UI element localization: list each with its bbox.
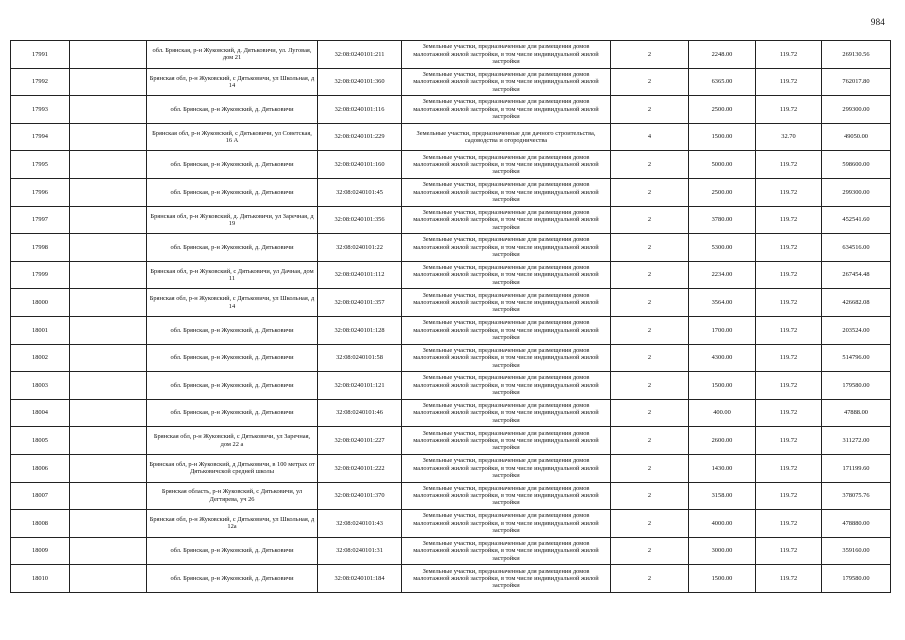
land-use-cell: Земельные участки, предназначенные для размещения домов малоэтажной жилой застройки, в том числе индивидуальной жилой застройки — [402, 178, 611, 206]
record-number: 17993 — [11, 96, 70, 124]
land-use-cell: Земельные участки, предназначенные для размещения домов малоэтажной жилой застройки, в том числе индивидуальной жилой застройки — [402, 372, 611, 400]
land-use-cell: Земельные участки, предназначенные для размещения домов малоэтажной жилой застройки, в том числе индивидуальной жилой застройки — [402, 316, 611, 344]
page-number: 984 — [870, 17, 885, 27]
rate-cell: 119.72 — [756, 427, 822, 455]
rate-cell: 119.72 — [756, 206, 822, 234]
group-cell: 2 — [611, 289, 689, 317]
group-cell: 2 — [611, 316, 689, 344]
table-row — [11, 96, 891, 124]
cadastral-value-cell: 634516.00 — [822, 234, 891, 262]
land-use-cell: Земельные участки, предназначенные для размещения домов малоэтажной жилой застройки, в том числе индивидуальной жилой застройки — [402, 510, 611, 538]
cadastral-value-cell: 203524.00 — [822, 316, 891, 344]
address-cell: Брянская обл, р-н Жуковский, с Дятьковичи, ул Дачная, дом 11 — [147, 261, 318, 289]
address-cell: Брянская обл, р-н Жуковский, с Дятьковичи, ул Школьная, д 14 — [147, 68, 318, 96]
address-cell: обл. Брянская, р-н Жуковский, д. Дятьковичи — [147, 316, 318, 344]
area-cell: 2234.00 — [689, 261, 756, 289]
table-row — [11, 206, 891, 234]
rate-cell: 119.72 — [756, 96, 822, 124]
address-cell: обл. Брянская, р-н Жуковский, д. Дятьковичи — [147, 344, 318, 372]
table-row — [11, 565, 891, 593]
rate-cell: 119.72 — [756, 565, 822, 593]
group-cell: 2 — [611, 41, 689, 69]
blank-cell — [70, 151, 147, 179]
address-cell: обл. Брянская, р-н Жуковский, д. Дятьковичи — [147, 372, 318, 400]
land-use-cell: Земельные участки, предназначенные для размещения домов малоэтажной жилой застройки, в том числе индивидуальной жилой застройки — [402, 289, 611, 317]
record-number: 17996 — [11, 178, 70, 206]
cadastral-number-cell: 32:08:0240101:211 — [318, 41, 402, 69]
blank-cell — [70, 454, 147, 482]
blank-cell — [70, 316, 147, 344]
blank-cell — [70, 482, 147, 510]
cadastral-number-cell: 32:08:0240101:357 — [318, 289, 402, 317]
group-cell: 2 — [611, 68, 689, 96]
rate-cell: 32.70 — [756, 123, 822, 151]
land-use-cell: Земельные участки, предназначенные для размещения домов малоэтажной жилой застройки, в том числе индивидуальной жилой застройки — [402, 482, 611, 510]
land-use-cell: Земельные участки, предназначенные для дачного строительства, садоводства и огородничества — [402, 123, 611, 151]
group-cell: 2 — [611, 454, 689, 482]
table-row — [11, 261, 891, 289]
cadastral-number-cell: 32:08:0240101:128 — [318, 316, 402, 344]
record-number: 18000 — [11, 289, 70, 317]
cadastral-number-cell: 32:08:0240101:46 — [318, 399, 402, 427]
record-number: 18007 — [11, 482, 70, 510]
table-row — [11, 68, 891, 96]
land-use-cell: Земельные участки, предназначенные для размещения домов малоэтажной жилой застройки, в том числе индивидуальной жилой застройки — [402, 41, 611, 69]
group-cell: 2 — [611, 372, 689, 400]
group-cell: 2 — [611, 427, 689, 455]
address-cell: обл. Брянская, р-н Жуковский, д. Дятьковичи — [147, 96, 318, 124]
cadastral-value-cell: 171199.60 — [822, 454, 891, 482]
area-cell: 2500.00 — [689, 96, 756, 124]
address-cell: Брянская обл, р-н Жуковский, с Дятьковичи, ул Советская, 16 А — [147, 123, 318, 151]
group-cell: 2 — [611, 537, 689, 565]
area-cell: 2248.00 — [689, 41, 756, 69]
cadastral-number-cell: 32:08:0240101:184 — [318, 565, 402, 593]
land-use-cell: Земельные участки, предназначенные для размещения домов малоэтажной жилой застройки, в том числе индивидуальной жилой застройки — [402, 206, 611, 234]
group-cell: 2 — [611, 178, 689, 206]
cadastral-value-cell: 267454.48 — [822, 261, 891, 289]
area-cell: 3158.00 — [689, 482, 756, 510]
land-use-cell: Земельные участки, предназначенные для размещения домов малоэтажной жилой застройки, в том числе индивидуальной жилой застройки — [402, 454, 611, 482]
cadastral-number-cell: 32:08:0240101:112 — [318, 261, 402, 289]
blank-cell — [70, 537, 147, 565]
blank-cell — [70, 68, 147, 96]
cadastral-value-cell: 598600.00 — [822, 151, 891, 179]
rate-cell: 119.72 — [756, 537, 822, 565]
cadastral-value-cell: 426682.08 — [822, 289, 891, 317]
cadastral-value-cell: 299300.00 — [822, 178, 891, 206]
table-row — [11, 537, 891, 565]
blank-cell — [70, 178, 147, 206]
group-cell: 2 — [611, 399, 689, 427]
area-cell: 4300.00 — [689, 344, 756, 372]
area-cell: 2500.00 — [689, 178, 756, 206]
address-cell: Брянская обл, р-н Жуковский, с Дятьковичи, ул Заречная, дом 22 а — [147, 427, 318, 455]
address-cell: обл. Брянская, р-н Жуковский, д. Дятьковичи — [147, 234, 318, 262]
address-cell: Брянская обл, р-н Жуковский, с Дятьковичи, ул Школьная, д 12а — [147, 510, 318, 538]
blank-cell — [70, 206, 147, 234]
group-cell: 2 — [611, 344, 689, 372]
cadastral-number-cell: 32:08:0240101:58 — [318, 344, 402, 372]
cadastral-number-cell: 32:08:0240101:121 — [318, 372, 402, 400]
blank-cell — [70, 344, 147, 372]
blank-cell — [70, 96, 147, 124]
table-row — [11, 178, 891, 206]
cadastral-value-cell: 378075.76 — [822, 482, 891, 510]
table-row — [11, 234, 891, 262]
group-cell: 2 — [611, 261, 689, 289]
blank-cell — [70, 399, 147, 427]
cadastral-value-cell: 269130.56 — [822, 41, 891, 69]
cadastral-value-cell: 359160.00 — [822, 537, 891, 565]
rate-cell: 119.72 — [756, 372, 822, 400]
table-row — [11, 316, 891, 344]
area-cell: 5300.00 — [689, 234, 756, 262]
group-cell: 2 — [611, 206, 689, 234]
rate-cell: 119.72 — [756, 482, 822, 510]
table-row — [11, 344, 891, 372]
rate-cell: 119.72 — [756, 316, 822, 344]
area-cell: 4000.00 — [689, 510, 756, 538]
cadastral-value-cell: 452541.60 — [822, 206, 891, 234]
group-cell: 4 — [611, 123, 689, 151]
rate-cell: 119.72 — [756, 289, 822, 317]
table-row — [11, 372, 891, 400]
area-cell: 3780.00 — [689, 206, 756, 234]
table-row — [11, 399, 891, 427]
cadastral-number-cell: 32:08:0240101:31 — [318, 537, 402, 565]
record-number: 18009 — [11, 537, 70, 565]
area-cell: 1500.00 — [689, 372, 756, 400]
cadastral-value-cell: 179580.00 — [822, 372, 891, 400]
area-cell: 6365.00 — [689, 68, 756, 96]
record-number: 18003 — [11, 372, 70, 400]
land-use-cell: Земельные участки, предназначенные для размещения домов малоэтажной жилой застройки, в том числе индивидуальной жилой застройки — [402, 537, 611, 565]
cadastral-number-cell: 32:08:0240101:370 — [318, 482, 402, 510]
record-number: 17999 — [11, 261, 70, 289]
record-number: 18002 — [11, 344, 70, 372]
cadastral-number-cell: 32:08:0240101:22 — [318, 234, 402, 262]
group-cell: 2 — [611, 565, 689, 593]
record-number: 18008 — [11, 510, 70, 538]
cadastral-number-cell: 32:08:0240101:160 — [318, 151, 402, 179]
table-row — [11, 289, 891, 317]
blank-cell — [70, 234, 147, 262]
address-cell: обл. Брянская, р-н Жуковский, д. Дятьковичи — [147, 537, 318, 565]
group-cell: 2 — [611, 234, 689, 262]
blank-cell — [70, 510, 147, 538]
area-cell: 2600.00 — [689, 427, 756, 455]
record-number: 18005 — [11, 427, 70, 455]
area-cell: 1430.00 — [689, 454, 756, 482]
cadastral-value-cell: 478880.00 — [822, 510, 891, 538]
record-number: 18006 — [11, 454, 70, 482]
group-cell: 2 — [611, 151, 689, 179]
cadastral-value-cell: 762017.80 — [822, 68, 891, 96]
land-use-cell: Земельные участки, предназначенные для размещения домов малоэтажной жилой застройки, в том числе индивидуальной жилой застройки — [402, 68, 611, 96]
address-cell: обл. Брянская, р-н Жуковский, д. Дятьковичи — [147, 399, 318, 427]
cadastral-number-cell: 32:08:0240101:222 — [318, 454, 402, 482]
table-row — [11, 510, 891, 538]
area-cell: 1500.00 — [689, 123, 756, 151]
rate-cell: 119.72 — [756, 510, 822, 538]
cadastral-number-cell: 32:08:0240101:360 — [318, 68, 402, 96]
rate-cell: 119.72 — [756, 151, 822, 179]
cadastral-value-cell: 311272.00 — [822, 427, 891, 455]
blank-cell — [70, 261, 147, 289]
cadastral-value-cell: 514796.00 — [822, 344, 891, 372]
group-cell: 2 — [611, 510, 689, 538]
blank-cell — [70, 123, 147, 151]
area-cell: 1700.00 — [689, 316, 756, 344]
area-cell: 1500.00 — [689, 565, 756, 593]
address-cell: обл. Брянская, р-н Жуковский, д. Дятьковичи — [147, 151, 318, 179]
rate-cell: 119.72 — [756, 68, 822, 96]
blank-cell — [70, 289, 147, 317]
table-row — [11, 427, 891, 455]
land-use-cell: Земельные участки, предназначенные для размещения домов малоэтажной жилой застройки, в том числе индивидуальной жилой застройки — [402, 151, 611, 179]
rate-cell: 119.72 — [756, 41, 822, 69]
record-number: 18010 — [11, 565, 70, 593]
address-cell: Брянская обл, р-н Жуковский, д. Дятьковичи, ул Заречная, д 19 — [147, 206, 318, 234]
land-use-cell: Земельные участки, предназначенные для размещения домов малоэтажной жилой застройки, в том числе индивидуальной жилой застройки — [402, 427, 611, 455]
area-cell: 3000.00 — [689, 537, 756, 565]
land-use-cell: Земельные участки, предназначенные для размещения домов малоэтажной жилой застройки, в том числе индивидуальной жилой застройки — [402, 234, 611, 262]
cadastral-number-cell: 32:08:0240101:227 — [318, 427, 402, 455]
blank-cell — [70, 41, 147, 69]
cadastral-number-cell: 32:08:0240101:229 — [318, 123, 402, 151]
address-cell: обл. Брянская, р-н Жуковский, д. Дятьковичи — [147, 565, 318, 593]
group-cell: 2 — [611, 96, 689, 124]
table-row — [11, 41, 891, 69]
record-number: 18004 — [11, 399, 70, 427]
cadastral-number-cell: 32:08:0240101:356 — [318, 206, 402, 234]
land-use-cell: Земельные участки, предназначенные для размещения домов малоэтажной жилой застройки, в том числе индивидуальной жилой застройки — [402, 344, 611, 372]
area-cell: 400.00 — [689, 399, 756, 427]
rate-cell: 119.72 — [756, 454, 822, 482]
cadastral-value-cell: 179580.00 — [822, 565, 891, 593]
cadastral-number-cell: 32:08:0240101:116 — [318, 96, 402, 124]
address-cell: Брянская обл, р-н Жуковский, д Дятьковичи, в 100 метрах от Дятьковичской средней школы — [147, 454, 318, 482]
cadastral-value-cell: 49050.00 — [822, 123, 891, 151]
area-cell: 5000.00 — [689, 151, 756, 179]
land-use-cell: Земельные участки, предназначенные для размещения домов малоэтажной жилой застройки, в том числе индивидуальной жилой застройки — [402, 565, 611, 593]
group-cell: 2 — [611, 482, 689, 510]
rate-cell: 119.72 — [756, 344, 822, 372]
blank-cell — [70, 372, 147, 400]
cadastral-value-cell: 299300.00 — [822, 96, 891, 124]
address-cell: обл. Брянская, р-н Жуковский, д. Дятьковичи — [147, 178, 318, 206]
blank-cell — [70, 427, 147, 455]
record-number: 17995 — [11, 151, 70, 179]
record-number: 17998 — [11, 234, 70, 262]
table-body — [11, 41, 891, 593]
cadastral-value-cell: 47888.00 — [822, 399, 891, 427]
cadastral-number-cell: 32:08:0240101:45 — [318, 178, 402, 206]
rate-cell: 119.72 — [756, 399, 822, 427]
table-row — [11, 454, 891, 482]
table-row — [11, 123, 891, 151]
rate-cell: 119.72 — [756, 178, 822, 206]
record-number: 17997 — [11, 206, 70, 234]
record-number: 17992 — [11, 68, 70, 96]
land-registry-table — [10, 40, 891, 593]
land-use-cell: Земельные участки, предназначенные для размещения домов малоэтажной жилой застройки, в том числе индивидуальной жилой застройки — [402, 261, 611, 289]
table-row — [11, 151, 891, 179]
cadastral-number-cell: 32:08:0240101:43 — [318, 510, 402, 538]
address-cell: Брянская обл, р-н Жуковский, с Дятьковичи, ул Школьная, д 14 — [147, 289, 318, 317]
record-number: 17994 — [11, 123, 70, 151]
rate-cell: 119.72 — [756, 261, 822, 289]
rate-cell: 119.72 — [756, 234, 822, 262]
land-use-cell: Земельные участки, предназначенные для размещения домов малоэтажной жилой застройки, в том числе индивидуальной жилой застройки — [402, 96, 611, 124]
address-cell: обл. Брянская, р-н Жуковский, д. Дятьковичи, ул. Луговая, дом 21 — [147, 41, 318, 69]
record-number: 17991 — [11, 41, 70, 69]
land-use-cell: Земельные участки, предназначенные для размещения домов малоэтажной жилой застройки, в том числе индивидуальной жилой застройки — [402, 399, 611, 427]
record-number: 18001 — [11, 316, 70, 344]
area-cell: 3564.00 — [689, 289, 756, 317]
blank-cell — [70, 565, 147, 593]
address-cell: Брянская область, р-н Жуковский, с Дятьковичи, ул Дегтярева, уч 26 — [147, 482, 318, 510]
table-row — [11, 482, 891, 510]
